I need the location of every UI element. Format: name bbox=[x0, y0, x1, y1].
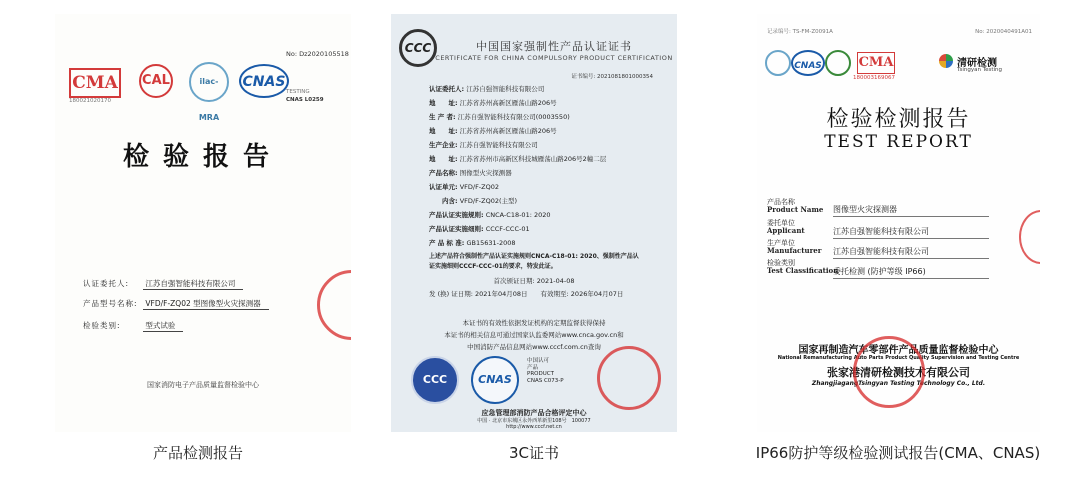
field-label: 认证委托人: bbox=[83, 279, 130, 288]
report-title-en: TEST REPORT bbox=[824, 132, 973, 152]
row-label: 生产企业: bbox=[429, 141, 458, 149]
report-issuer: 国家消防电子产品质量监督检验中心 bbox=[147, 381, 259, 389]
row-value: 江苏自强智能科技有限公司 bbox=[459, 141, 538, 149]
cal-logo: CAL bbox=[139, 64, 173, 98]
cert-row bbox=[429, 113, 570, 121]
cnas-text-line: 产品 bbox=[527, 364, 539, 371]
row-value: CNCA-C18-01: 2020 bbox=[485, 211, 551, 219]
ilac-logo: ilac-MRA bbox=[189, 62, 229, 102]
row-label: 认证委托人: bbox=[429, 85, 465, 93]
field-label bbox=[767, 259, 838, 275]
first-issue-date: 首次颁证日期: 2021-04-08 bbox=[493, 277, 575, 285]
label-cn: 生产单位 bbox=[767, 239, 795, 247]
cnas-text-line: 中国认可 bbox=[527, 358, 550, 364]
cnas-logo bbox=[791, 50, 825, 76]
report-number: No: Dz2020105518 bbox=[286, 50, 349, 58]
row-value: VFD/F-ZQ02 bbox=[459, 183, 499, 191]
field-label bbox=[767, 239, 821, 255]
cert-row bbox=[429, 211, 551, 219]
cnas-badge: CNAS bbox=[471, 356, 519, 404]
record-number: 记录编号: TS-FM-Z0091A bbox=[767, 29, 833, 35]
field-applicant bbox=[83, 278, 243, 289]
validity-note-2: 本证书的相关信息可通过国家认监委网站www.cnca.gov.cn和 bbox=[444, 331, 624, 339]
issue-validity-dates: 发 (换) 证日期: 2021年04月08日 有效期至: 2026年04月07日 bbox=[429, 290, 624, 298]
row-label: 产品认证实施规则: bbox=[429, 211, 484, 219]
field-test-type bbox=[83, 320, 183, 331]
cert-row bbox=[429, 99, 557, 107]
row-label: 产 品 标 准: bbox=[429, 239, 465, 247]
cert-row bbox=[429, 225, 530, 233]
field-product-model bbox=[83, 298, 269, 309]
cert-row bbox=[429, 169, 512, 177]
cert-row bbox=[429, 183, 499, 191]
cnas-text-line: PRODUCT bbox=[527, 371, 554, 377]
company-name-en: ZhangjiagangTsingyan Testing Technology Co., Ltd. bbox=[811, 380, 986, 387]
certificate-number: 证书编号: 2021081801000354 bbox=[571, 74, 653, 80]
red-seal-stamp-edge bbox=[1019, 210, 1040, 264]
row-label: 地 址: bbox=[429, 155, 458, 163]
field-value-manufacturer: 江苏自强智能科技有限公司 bbox=[833, 246, 989, 259]
brand-name-en: Tsingyan Testing bbox=[957, 67, 1003, 73]
cma-logo: CMA bbox=[69, 68, 121, 98]
field-value: 型式试验 bbox=[143, 321, 183, 332]
row-value: VFD/F-ZQ02(主型) bbox=[459, 197, 518, 205]
field-value-product-name: 图像型火灾探测器 bbox=[833, 204, 989, 217]
cnas-logo-text: CNAS bbox=[242, 74, 286, 90]
validity-note-1: 本证书的有效性依据发证机构的定期监督获得保持 bbox=[462, 319, 606, 327]
field-label: 产品型号名称: bbox=[83, 299, 138, 308]
field-value-applicant: 江苏自强智能科技有限公司 bbox=[833, 226, 989, 239]
cert-row bbox=[429, 127, 557, 135]
report-title: 检验报告 bbox=[122, 142, 283, 172]
label-en: Applicant bbox=[767, 226, 805, 235]
conformity-line-2: 证实施细则CCCF-CCC-01的要求，特发此证。 bbox=[429, 263, 557, 270]
cnas-logo-text: CNAS bbox=[794, 61, 822, 71]
report-title-cn: 检验检测报告 bbox=[826, 107, 971, 132]
cert-row bbox=[429, 141, 538, 149]
red-seal-stamp bbox=[597, 346, 661, 410]
validity-note-3: 中国消防产品信息网站www.cccf.com.cn查询 bbox=[467, 343, 601, 351]
caption-ip66-report: IP66防护等级检验测试报告(CMA、CNAS) bbox=[755, 444, 1041, 462]
red-seal-stamp bbox=[853, 336, 925, 408]
cnas-product-text bbox=[527, 358, 564, 384]
caption-3c-certificate: 3C证书 bbox=[508, 444, 560, 462]
row-label: 产品名称: bbox=[429, 169, 458, 177]
row-value: 江苏自强智能科技有限公司(0003550) bbox=[457, 113, 570, 121]
field-label: 检验类别: bbox=[83, 321, 121, 330]
field-value-test-classification: 委托检测 (防护等级 IP66) bbox=[833, 266, 989, 279]
cnas-logo bbox=[239, 64, 289, 98]
field-value: VFD/F-ZQ02 型图像型火灾探测器 bbox=[143, 299, 268, 310]
row-label: 生 产 者: bbox=[429, 113, 456, 121]
ccc-logo: CCC bbox=[399, 29, 437, 67]
row-value: 江苏省苏州高新区雁荡山路206号 bbox=[459, 99, 557, 107]
brand-name: 清研检测 bbox=[957, 58, 997, 69]
cert-row bbox=[429, 85, 544, 93]
field-value: 江苏自强智能科技有限公司 bbox=[143, 279, 243, 290]
row-label: 产品认证实施细则: bbox=[429, 225, 484, 233]
cma-code: 180021020170 bbox=[69, 98, 111, 104]
row-value: GB15631-2008 bbox=[466, 239, 516, 247]
cert-row bbox=[429, 197, 517, 205]
issuer-website: http://www.cccf.net.cn bbox=[506, 424, 562, 430]
conformity-line-1: 上述产品符合强制性产品认证实施规则CNCA-C18-01: 2020、强制性产品认 bbox=[429, 253, 639, 260]
label-cn: 委托单位 bbox=[767, 219, 795, 227]
seal-logo bbox=[825, 50, 851, 76]
certificate-issuer: 应急管理部消防产品合格评定中心 bbox=[481, 409, 587, 417]
report-image-product-inspection bbox=[55, 14, 351, 432]
certificate-image-3c bbox=[391, 14, 677, 432]
row-value: 图像型火灾探测器 bbox=[459, 169, 512, 177]
field-label bbox=[767, 198, 823, 214]
caption-product-report: 产品检测报告 bbox=[152, 444, 243, 462]
label-en: Product Name bbox=[767, 205, 824, 214]
row-label: 地 址: bbox=[429, 127, 458, 135]
field-label bbox=[767, 219, 805, 235]
tsingyan-logo-icon bbox=[939, 54, 953, 68]
cma-logo: CMA bbox=[857, 52, 895, 74]
row-value: 江苏省苏州高新区雁荡山路206号 bbox=[459, 127, 557, 135]
ilac-logo bbox=[765, 50, 791, 76]
label-en: Manufacturer bbox=[767, 246, 822, 255]
org-name-en: National Remanufacturing Auto Parts Product Quality Supervision and Testing Centre bbox=[777, 355, 1020, 361]
ccc-badge: CCC bbox=[411, 356, 459, 404]
row-value: CCCF-CCC-01 bbox=[485, 225, 530, 233]
testing-label: TESTING bbox=[286, 89, 310, 95]
issuer-address: 中国 · 北京市东城区永外西革新里108号 100077 bbox=[477, 418, 591, 424]
report-image-ip66-test bbox=[757, 14, 1040, 432]
row-label: 认证单元: bbox=[429, 183, 458, 191]
certificate-title: 中国国家强制性产品认证证书 bbox=[476, 40, 632, 53]
cnas-code: CNAS L0259 bbox=[286, 97, 324, 103]
cert-row bbox=[429, 155, 606, 163]
label-en: Test Classification bbox=[767, 266, 839, 275]
row-label: 内含: bbox=[429, 197, 458, 205]
label-cn: 产品名称 bbox=[767, 198, 795, 206]
cert-row bbox=[429, 239, 516, 247]
row-value: 江苏省苏州市高新区科技城雁荡山路206号2幢二层 bbox=[459, 155, 607, 163]
org-name-cn: 国家再制造汽车零部件产品质量监督检验中心 bbox=[798, 345, 999, 356]
row-value: 江苏自强智能科技有限公司 bbox=[466, 85, 545, 93]
cma-code: 180003169067 bbox=[853, 75, 895, 81]
row-label: 地 址: bbox=[429, 99, 458, 107]
label-cn: 检验类别 bbox=[767, 259, 795, 267]
company-name-cn: 张家港清研检测技术有限公司 bbox=[827, 366, 970, 379]
red-seal-stamp bbox=[317, 270, 351, 340]
report-number: No: 2020040491A01 bbox=[975, 29, 1032, 35]
cnas-text-line: CNAS C073-P bbox=[527, 377, 564, 384]
certificate-subtitle: CERTIFICATE FOR CHINA COMPULSORY PRODUCT CERTIFICATION bbox=[435, 54, 673, 62]
